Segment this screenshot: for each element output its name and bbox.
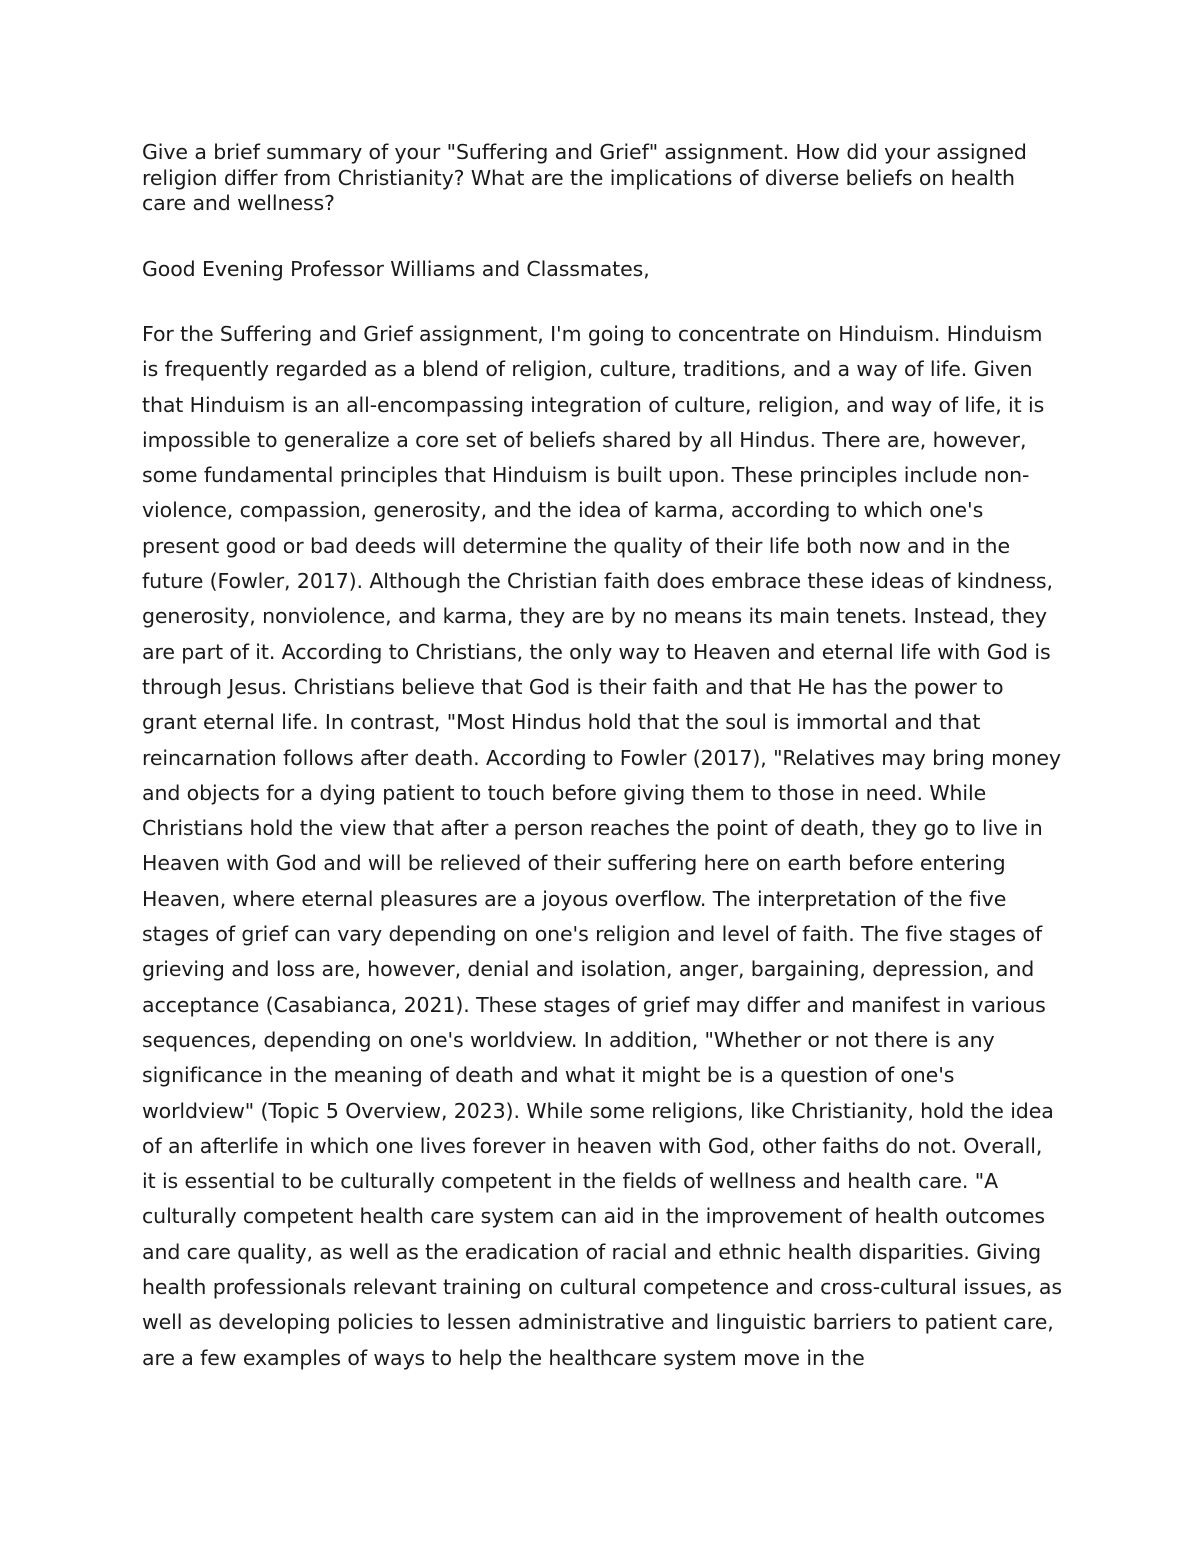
assignment-prompt: Give a brief summary of your "Suffering and Grief" assignment. How did your assigned religion differ from Christianity? What are the implications of diverse beliefs on health care and wellness? (142, 140, 1027, 215)
body-paragraph: For the Suffering and Grief assignment, I'm going to concentrate on Hinduism. Hinduism is frequently regarded as a blend of religion, culture, traditions, and a way of life. Given that Hinduism is an all-encompassing integration of culture, religion, and way of life, it is impossible to generalize a core set of beliefs shared by all Hindus. There are, however, some fundamental principles that Hinduism is built upon. These principles include non-violence, compassion, generosity, and the idea of karma, according to which one's present good or bad deeds will determine the quality of their life both now and in the future (Fowler, 2017). Although the Christian faith does embrace these ideas of kindness, generosity, nonviolence, and karma, they are by no means its main tenets. Instead, they are part of it. According to Christians, the only way to Heaven and eternal life with God is through Jesus. Christians believe that God is their faith and that He has the power to grant eternal life. In contrast, "Most Hindus hold that the soul is immortal and that reincarnation follows after death. According to Fowler (2017), "Relatives may bring money and objects for a dying patient to touch before giving them to those in need. While Christians hold the view that after a person reaches the point of death, they go to live in Heaven with God and will be relieved of their suffering here on earth before entering Heaven, where eternal pleasures are a joyous overflow. The interpretation of the five stages of grief can vary depending on one's religion and level of faith. The five stages of grieving and loss are, however, denial and isolation, anger, bargaining, depression, and acceptance (Casabianca, 2021). These stages of grief may differ and manifest in various sequences, depending on one's worldview. In addition, "Whether or not there is any significance in the meaning of death and what it might be is a question of one's worldview" (Topic 5 Overview, 2023). While some religions, like Christianity, hold the idea of an afterlife in which one lives forever in heaven with God, other faiths do not. Overall, it is essential to be culturally competent in the fields of wellness and health care. "A culturally competent health care system can aid in the improvement of health outcomes and care quality, as well as the eradication of racial and ethnic health disparities. Giving health professionals relevant training on cultural competence and cross-cultural issues, as well as developing policies to lessen administrative and linguistic barriers to patient care, are a few examples of ways to help the healthcare system move in the (142, 322, 1062, 1370)
document-content (142, 140, 1062, 1370)
greeting-line: Good Evening Professor Williams and Classmates, (142, 257, 650, 281)
